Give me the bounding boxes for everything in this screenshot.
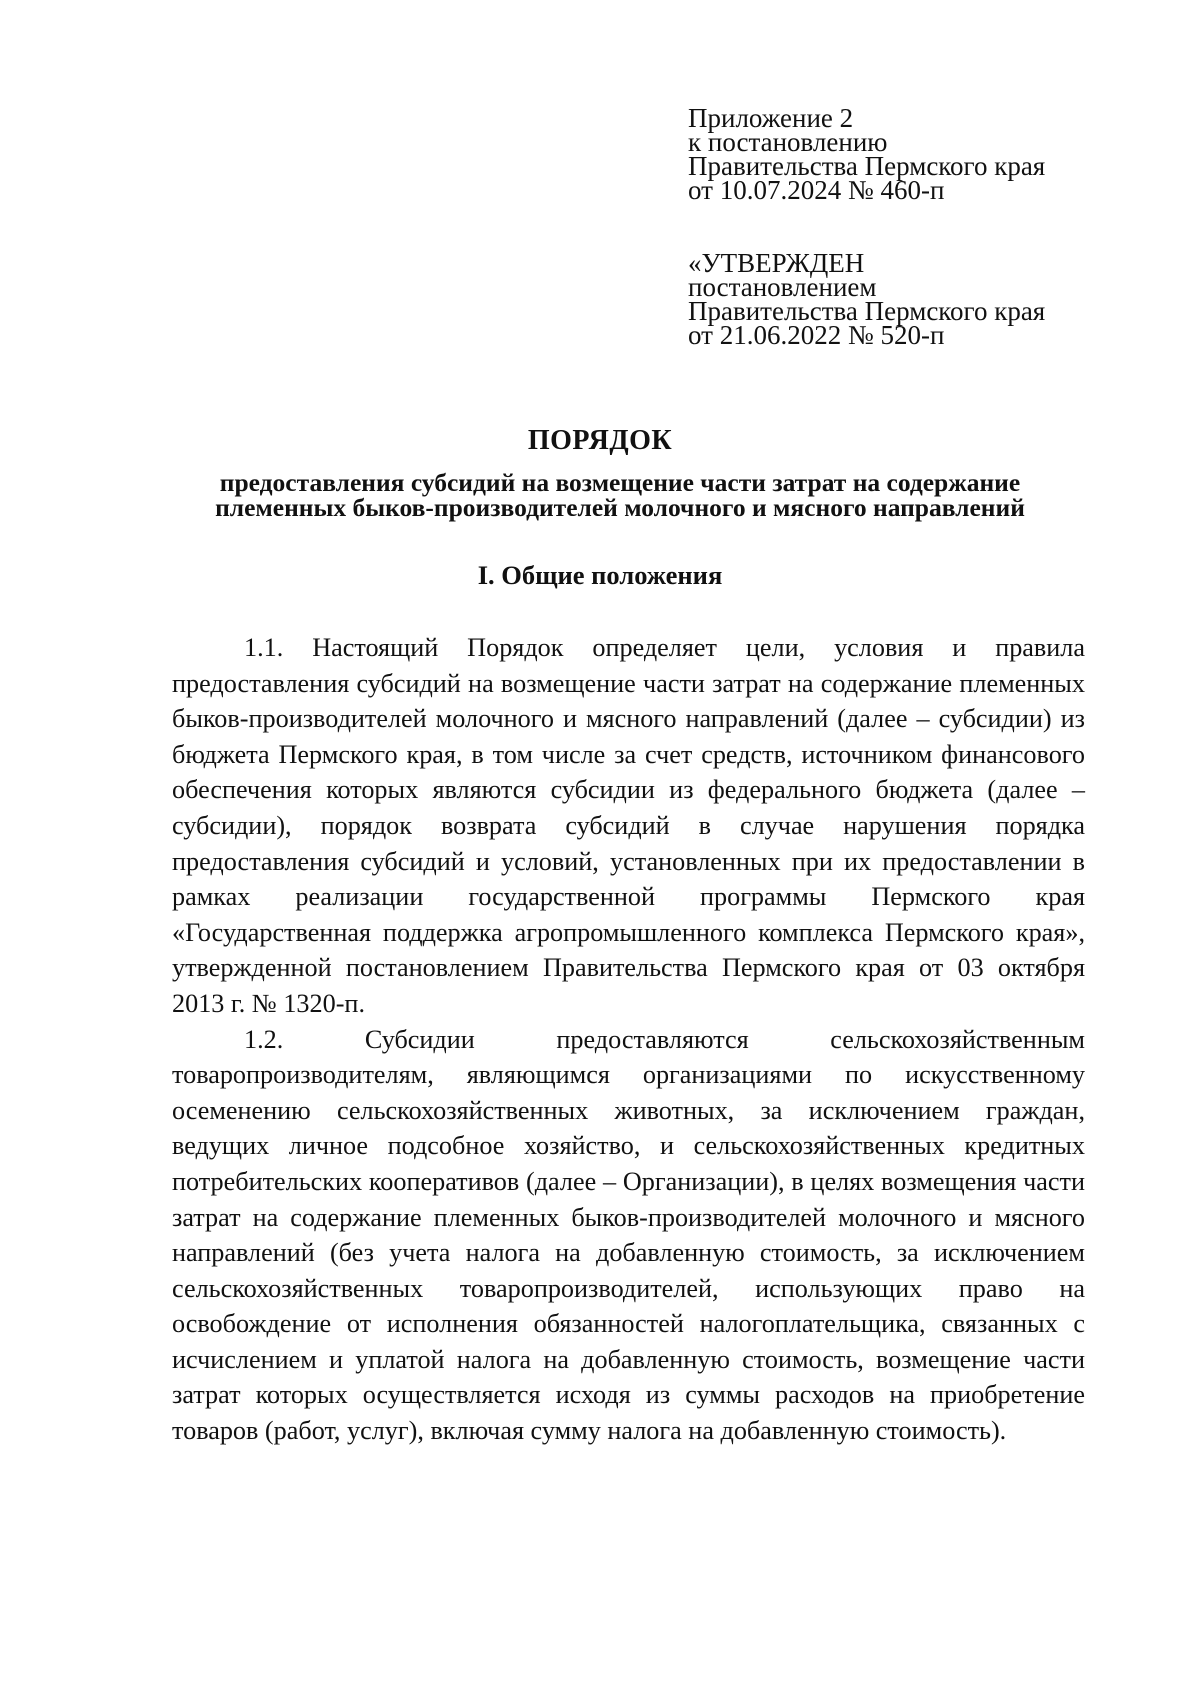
paragraph-1-2: 1.2. Субсидии предоставляются сельскохозяйственным товаропроизводителям, являющимся организациями по искусственному осеменению сельскохозяйственных животных, за исключением граждан, ведущих личное подсобное хозяйство, и сельскохозяйственных кредитных потребительских кооперативов (далее – Организации), в целях возмещения части затрат на содержание племенных быков-производителей молочного и мясного направлений (без учета налога на добавленную стоимость, за исключением сельскохозяйственных товаропроизводителей, использующих право на освобождение от исполнения обязанностей налогоплательщика, связанных с исчислением и уплатой налога на добавленную стоимость, возмещение части затрат которых осуществляется исходя из суммы расходов на приобретение товаров (работ, услуг), включая сумму налога на добавленную стоимость). [172,1024,1085,1446]
document-subtitle [150,470,1090,520]
approval-line-3: Правительства Пермского края [688,296,1046,326]
attachment-block [688,103,1148,205]
attachment-line-2: к постановлению [688,127,888,157]
document-title: ПОРЯДОК [527,425,673,456]
attachment-line-3: Правительства Пермского края [688,151,1046,181]
subtitle-line-1: предоставления субсидий на возмещение части затрат на содержание [219,468,1021,497]
approval-line-4: от 21.06.2022 № 520-п [688,320,945,350]
subtitle-line-2: племенных быков-производителей молочного и мясного направлений [215,493,1025,522]
attachment-line-1: Приложение 2 [688,103,854,133]
approval-line-1: «УТВЕРЖДЕН [688,248,865,278]
paragraph-1-1: 1.1. Настоящий Порядок определяет цели, условия и правила предоставления субсидий на возмещение части затрат на содержание племенных быков-производителей молочного и мясного направлений (далее – субсидии) из бюджета Пермского края, в том числе за счет средств, источником финансового обеспечения которых являются субсидии из федерального бюджета (далее – субсидии), порядок возврата субсидий в случае нарушения порядка предоставления субсидий и условий, установленных при их предоставлении в рамках реализации государственной программы Пермского края «Государственная поддержка агропромышленного комплекса Пермского края», утвержденной постановлением Правительства Пермского края от 03 октября 2013 г. № 1320-п. [172,633,1085,1018]
attachment-line-4: от 10.07.2024 № 460-п [688,175,945,205]
approval-block [688,248,1148,350]
section-heading: I. Общие положения [477,560,723,590]
document-body [172,630,1085,1449]
approval-line-2: постановлением [688,272,877,302]
